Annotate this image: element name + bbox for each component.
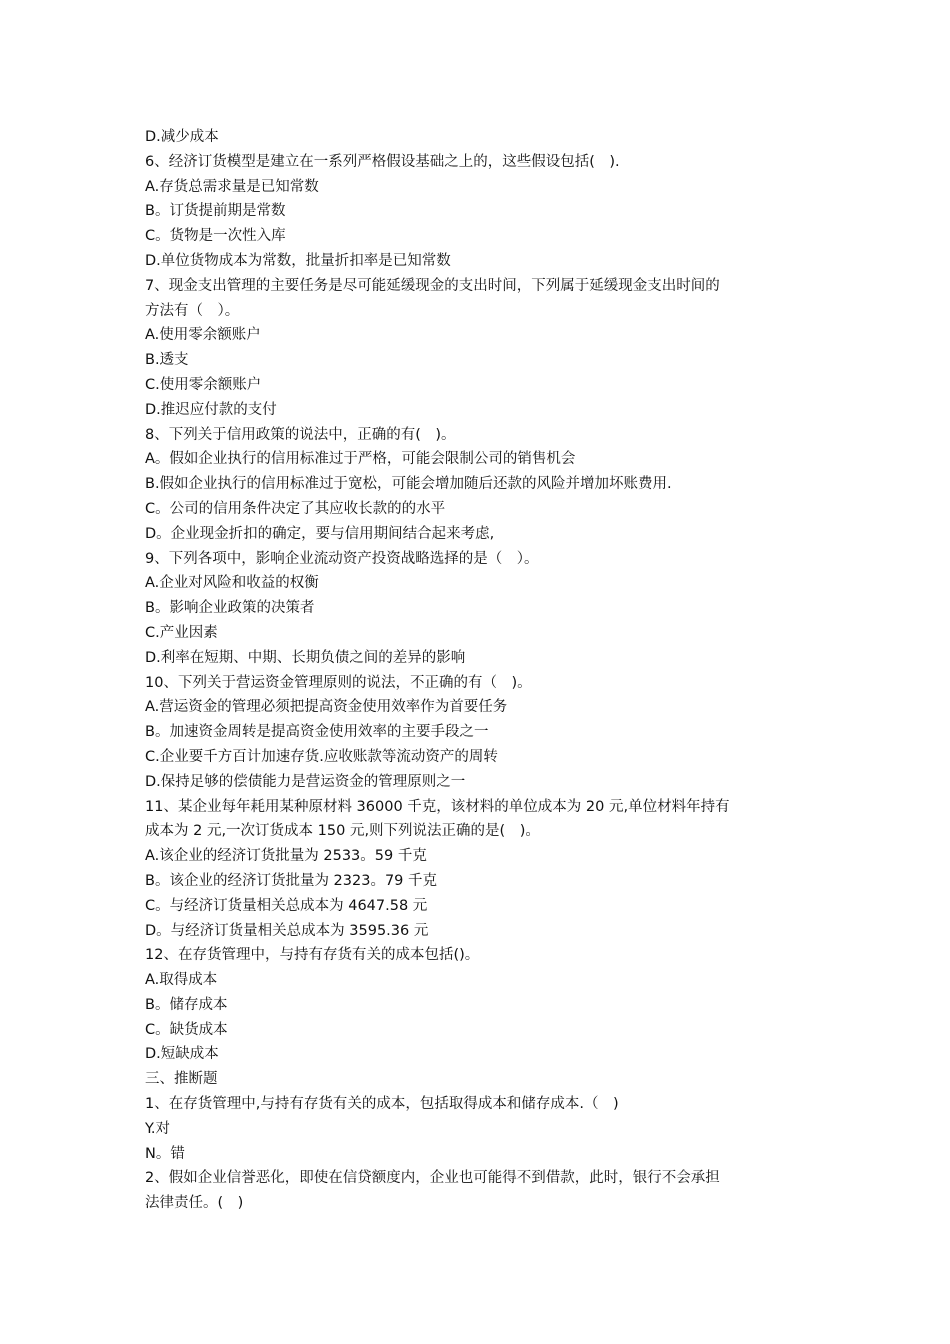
- option-d: D.单位货物成本为常数，批量折扣率是已知常数: [145, 252, 451, 269]
- option-c: C。缺货成本: [145, 1021, 228, 1038]
- option-d: D.利率在短期、中期、长期负债之间的差异的影响: [145, 649, 466, 666]
- option-c: C。公司的信用条件决定了其应收长款的的水平: [145, 500, 446, 517]
- option-d: D.推迟应付款的支付: [145, 401, 277, 418]
- option-d: D。企业现金折扣的确定，要与信用期间结合起来考虑,: [145, 525, 495, 542]
- question-12: 12、在存货管理中，与持有存货有关的成本包括()。: [145, 947, 480, 964]
- question-8: 8、下列关于信用政策的说法中，正确的有( )。: [145, 426, 456, 443]
- option-b: B。订货提前期是常数: [145, 203, 286, 220]
- option-b: B。加速资金周转是提高资金使用效率的主要手段之一: [145, 724, 489, 741]
- option-b: B。该企业的经济订货批量为 2323。79 千克: [145, 872, 438, 889]
- question-6: 6、经济订货模型是建立在一系列严格假设基础之上的，这些假设包括( ).: [145, 153, 620, 170]
- option-a: A.存货总需求量是已知常数: [145, 178, 319, 195]
- option-d: D.短缺成本: [145, 1046, 219, 1063]
- document-page: [145, 125, 810, 1216]
- option-a: A。假如企业执行的信用标准过于严格，可能会限制公司的销售机会: [145, 451, 576, 468]
- option-c: C。货物是一次性入库: [145, 228, 286, 245]
- question-10: 10、下列关于营运资金管理原则的说法，不正确的有（ )。: [145, 674, 532, 691]
- option-c: C.使用零余额账户: [145, 376, 262, 393]
- question-7: 7、现金支出管理的主要任务是尽可能延缓现金的支出时间，下列属于延缓现金支出时间的: [145, 277, 720, 294]
- option-b: B.假如企业执行的信用标准过于宽松，可能会增加随后还款的风险并增加坏账费用.: [145, 476, 672, 493]
- option-false: N。错: [145, 1145, 185, 1162]
- question-11: 11、某企业每年耗用某种原材料 36000 千克，该材料的单位成本为 20 元,单位材料年持有: [145, 798, 730, 815]
- judgment-question-1: 1、在存货管理中,与持有存货有关的成本，包括取得成本和储存成本.（ ): [145, 1096, 619, 1113]
- option-a: A.营运资金的管理必须把提高资金使用效率作为首要任务: [145, 699, 508, 716]
- question-9: 9、下列各项中，影响企业流动资产投资战略选择的是（ ）。: [145, 550, 539, 567]
- question-7-cont: 方法有（ ）。: [145, 302, 240, 319]
- option-a: A.取得成本: [145, 972, 218, 989]
- option-b: B。储存成本: [145, 996, 228, 1013]
- option-a: A.使用零余额账户: [145, 327, 261, 344]
- option-c: C.产业因素: [145, 624, 218, 641]
- option-d: D.保持足够的偿债能力是营运资金的管理原则之一: [145, 773, 466, 790]
- option-c: C。与经济订货量相关总成本为 4647.58 元: [145, 897, 428, 914]
- option-true: Y.对: [145, 1120, 171, 1137]
- option-a: A.企业对风险和收益的权衡: [145, 575, 319, 592]
- judgment-question-2-cont: 法律责任。( ): [145, 1195, 244, 1212]
- option-b: B.透支: [145, 352, 189, 369]
- section-heading: 三、推断题: [145, 1071, 218, 1088]
- option-c: C.企业要千方百计加速存货.应收账款等流动资产的周转: [145, 748, 498, 765]
- question-11-cont: 成本为 2 元,一次订货成本 150 元,则下列说法正确的是( )。: [145, 823, 540, 840]
- judgment-question-2: 2、假如企业信誉恶化，即使在信贷额度内，企业也可能得不到借款，此时，银行不会承担: [145, 1170, 720, 1187]
- option-a: A.该企业的经济订货批量为 2533。59 千克: [145, 848, 427, 865]
- option-b: B。影响企业政策的决策者: [145, 600, 315, 617]
- text-line: D.减少成本: [145, 129, 219, 145]
- option-d: D。与经济订货量相关总成本为 3595.36 元: [145, 922, 429, 939]
